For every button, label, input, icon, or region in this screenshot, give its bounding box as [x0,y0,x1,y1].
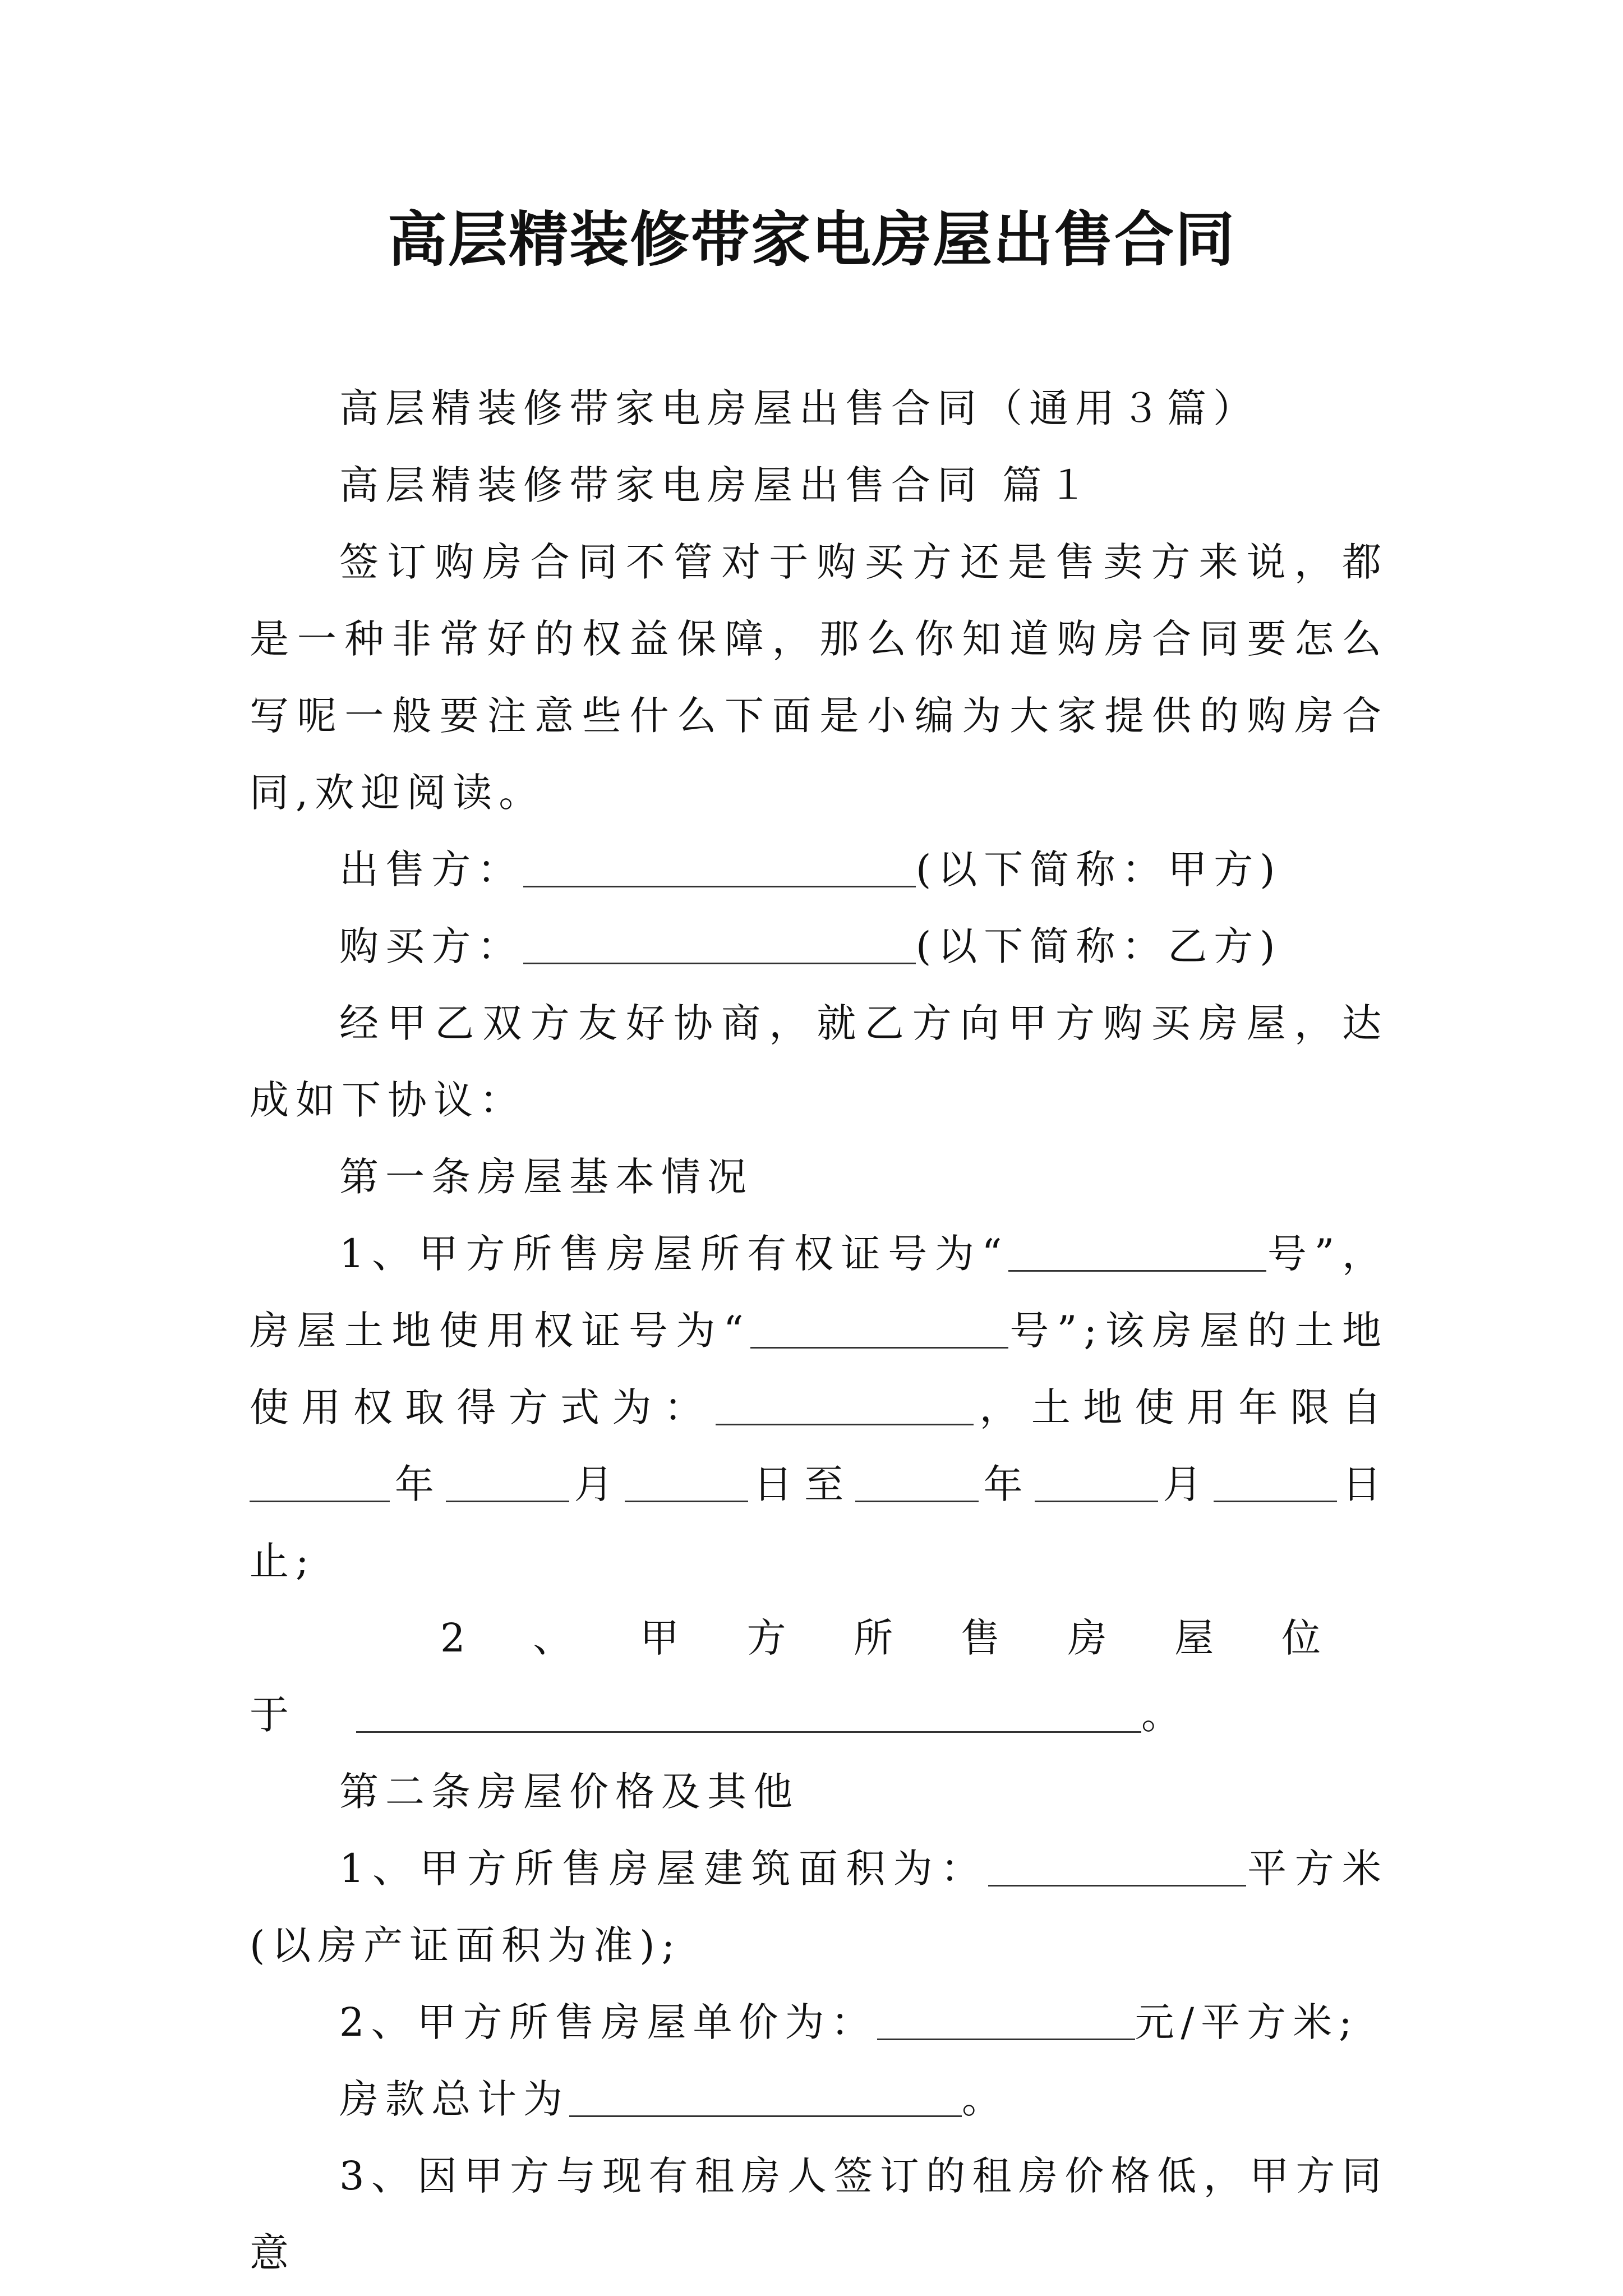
buyer-line [250,908,1388,985]
article-2-clause-2: 2、甲方所售房屋单价为： 元/平方米; [339,1999,1359,2045]
start-day-blank [625,1461,748,1502]
buyer-blank [523,923,916,964]
article-1-clause-2: 2、甲方所售房屋位于 。 [250,1615,1388,1738]
area-blank [988,1846,1246,1887]
article-2-clause-1: 1、甲方所售房屋建筑面积为： 平方米(以房产证面积为准); [250,1846,1389,1968]
subtitle-part-1: 高层精装修带家电房屋出售合同 篇１ [339,462,1095,508]
land-method-blank [716,1384,974,1425]
end-year-blank [855,1461,979,1502]
house-location-blank [356,1692,1141,1733]
article-1-clause-1: 1、甲方所售房屋所有权证号为“ 号”，房屋土地使用权证号为“ 号”;该房屋的土地使用权取得方式为： ，土地使用年限自年 月 日至 年 月 日止; [250,1231,1389,1584]
seller-line [250,831,1388,908]
ownership-cert-blank [1008,1231,1266,1272]
start-month-blank [446,1461,569,1502]
unit-price-blank [877,1999,1135,2040]
seller-label: 出售方： [339,846,523,892]
agreement-paragraph: 经甲乙双方友好协商，就乙方向甲方购买房屋，达成如下协议： [250,1000,1388,1123]
seller-abbrev: (以下简称：甲方) [916,846,1282,892]
buyer-abbrev: (以下简称：乙方) [916,923,1282,969]
seller-blank [523,846,916,887]
total-price-blank [569,2076,962,2117]
end-month-blank [1035,1461,1158,1502]
document-title: 高层精装修带家电房屋出售合同 [388,205,1235,274]
article-2-heading: 第二条房屋价格及其他 [339,1769,799,1815]
total-price-line: 房款总计为 。 [339,2076,1008,2122]
document-body [250,370,1388,2292]
start-year-blank [250,1461,390,1502]
end-day-blank [1214,1461,1337,1502]
intro-paragraph: 签订购房合同不管对于购买方还是售卖方来说，都是一种非常好的权益保障，那么你知道购房合同要怎么写呢一般要注意些什么下面是小编为大家提供的购房合同,欢迎阅读。 [250,539,1388,816]
land-cert-blank [750,1308,1008,1349]
article-1-heading: 第一条房屋基本情况 [339,1154,753,1200]
buyer-label: 购买方： [339,923,523,969]
article-2-clause-3: 3、因甲方与现有租房人签订的租房价格低，甲方同意 [250,2153,1388,2276]
subtitle-general: 高层精装修带家电房屋出售合同（通用３篇） [339,385,1259,431]
